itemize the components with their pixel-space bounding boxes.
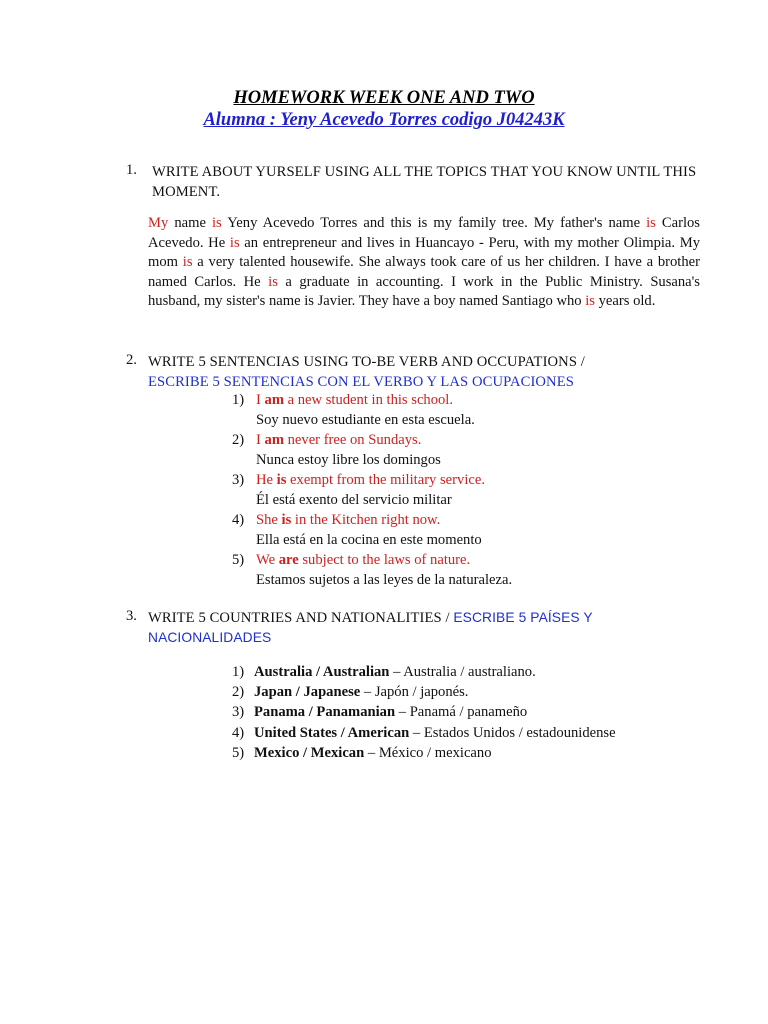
list-item bbox=[232, 745, 712, 765]
item-number: 1) bbox=[232, 664, 245, 680]
section-2 bbox=[126, 352, 700, 392]
sentence-verb: is bbox=[276, 472, 287, 488]
section-1-heading: WRITE ABOUT YURSELF USING ALL THE TOPICS THAT YOU KNOW UNTIL THIS MOMENT. bbox=[152, 164, 697, 200]
item-number: 4) bbox=[232, 724, 245, 741]
sentence-spanish: Ella está en la cocina en este momento bbox=[256, 532, 482, 548]
item-number: 5) bbox=[232, 552, 245, 568]
section-3-heading-en: WRITE 5 COUNTRIES AND NATIONALITIES / bbox=[148, 610, 450, 626]
item-number: 3) bbox=[232, 472, 245, 488]
list-item bbox=[232, 552, 682, 592]
list-item bbox=[232, 725, 712, 745]
paragraph-text: an entrepreneur and lives in Huancayo - Peru, with my mother Olimpia. My mom bbox=[148, 234, 700, 270]
section-3 bbox=[126, 608, 700, 648]
paragraph-text: Yeny Acevedo Torres and this is my family tree. My father's name bbox=[221, 215, 647, 231]
country-entry bbox=[254, 664, 536, 681]
list-item bbox=[232, 512, 682, 552]
section-3-heading bbox=[148, 608, 700, 628]
country-english: Panama / Panamanian bbox=[254, 704, 396, 721]
sentence-subject: I bbox=[256, 392, 265, 408]
country-spanish: – Panamá / panameño bbox=[395, 704, 528, 721]
sentence-rest: subject to the laws of nature. bbox=[298, 552, 471, 568]
paragraph-word: is bbox=[182, 254, 193, 270]
sentence-rest: exempt from the military service. bbox=[286, 472, 485, 488]
sentence-subject: We bbox=[256, 552, 279, 568]
page-title: HOMEWORK WEEK ONE AND TWO bbox=[233, 88, 535, 108]
country-entry bbox=[254, 684, 468, 701]
country-english: Japan / Japanese bbox=[254, 684, 361, 701]
country-list bbox=[232, 664, 712, 765]
sentence-english bbox=[256, 392, 453, 409]
section-3-heading-es: ESCRIBE 5 PAÍSES Y bbox=[453, 610, 593, 625]
paragraph-word: is bbox=[268, 273, 278, 290]
country-entry bbox=[254, 725, 616, 742]
list-item bbox=[232, 704, 712, 724]
country-spanish: – Estados Unidos / estadounidense bbox=[409, 724, 616, 741]
sentence-spanish: Él está exento del servicio militar bbox=[256, 492, 452, 508]
sentence-verb: is bbox=[281, 512, 292, 528]
sentence-rest: a new student in this school. bbox=[283, 392, 454, 408]
sentence-subject: She bbox=[256, 512, 282, 528]
section-3-number: 3. bbox=[126, 608, 137, 624]
sentence-list bbox=[232, 392, 682, 592]
paragraph-text: a graduate in accounting. I work in the Public Ministry. Susana's husband, my sister's name is Javier. They have a boy named Santiago who bbox=[148, 273, 700, 309]
sentence-english bbox=[256, 472, 485, 489]
sentence-verb: am bbox=[264, 392, 284, 408]
sentence-verb: are bbox=[278, 552, 299, 568]
student-line: Alumna : Yeny Acevedo Torres codigo J04243K bbox=[203, 110, 565, 130]
list-item bbox=[232, 392, 682, 432]
country-spanish: – Australia / australiano. bbox=[389, 664, 536, 680]
sentence-spanish: Estamos sujetos a las leyes de la naturaleza. bbox=[256, 572, 513, 588]
about-paragraph bbox=[148, 214, 700, 312]
country-entry bbox=[254, 745, 492, 762]
list-item bbox=[232, 432, 682, 472]
sentence-verb: am bbox=[264, 432, 284, 448]
list-item bbox=[232, 684, 712, 704]
country-spanish: – México / mexicano bbox=[364, 744, 492, 761]
sentence-rest: in the Kitchen right now. bbox=[291, 512, 441, 528]
sentence-subject: I bbox=[256, 432, 265, 448]
section-2-number: 2. bbox=[126, 352, 137, 368]
paragraph-text: years old. bbox=[594, 293, 656, 309]
section-1 bbox=[126, 162, 700, 202]
sentence-english bbox=[256, 552, 470, 569]
paragraph-text: Carlos Acevedo. He bbox=[148, 215, 700, 251]
country-english: Mexico / Mexican bbox=[254, 744, 365, 761]
country-entry bbox=[254, 704, 527, 721]
paragraph-word: My bbox=[148, 215, 169, 231]
section-1-number: 1. bbox=[126, 162, 137, 178]
item-number: 2) bbox=[232, 684, 245, 701]
sentence-spanish: Soy nuevo estudiante en esta escuela. bbox=[256, 412, 475, 428]
country-spanish: – Japón / japonés. bbox=[360, 684, 469, 701]
item-number: 3) bbox=[232, 704, 245, 721]
paragraph-word: is bbox=[646, 215, 656, 231]
sentence-rest: never free on Sundays. bbox=[283, 432, 422, 448]
item-number: 4) bbox=[232, 512, 245, 528]
sentence-subject: He bbox=[256, 472, 277, 488]
list-item bbox=[232, 664, 712, 684]
paragraph-word: is bbox=[229, 234, 240, 251]
item-number: 2) bbox=[232, 432, 245, 448]
item-number: 1) bbox=[232, 392, 245, 408]
section-2-heading: WRITE 5 SENTENCIAS USING TO-BE VERB AND OCCUPATIONS / bbox=[148, 354, 585, 370]
country-english: United States / American bbox=[254, 724, 410, 741]
item-number: 5) bbox=[232, 744, 245, 761]
section-2-heading-es: ESCRIBE 5 SENTENCIAS CON EL VERBO Y LAS OCUPACIONES bbox=[148, 374, 574, 390]
list-item bbox=[232, 472, 682, 512]
sentence-english bbox=[256, 512, 440, 529]
paragraph-text: name bbox=[168, 215, 212, 231]
paragraph-text: a very talented housewife. She always took care of us her children. I have a brother named Carlos. He bbox=[148, 254, 700, 290]
sentence-spanish: Nunca estoy libre los domingos bbox=[256, 452, 441, 468]
paragraph-word: is bbox=[211, 215, 222, 231]
paragraph-word: is bbox=[585, 293, 595, 309]
section-3-heading-es-cont: NACIONALIDADES bbox=[148, 630, 272, 645]
country-english: Australia / Australian bbox=[254, 664, 390, 680]
sentence-english bbox=[256, 432, 421, 449]
